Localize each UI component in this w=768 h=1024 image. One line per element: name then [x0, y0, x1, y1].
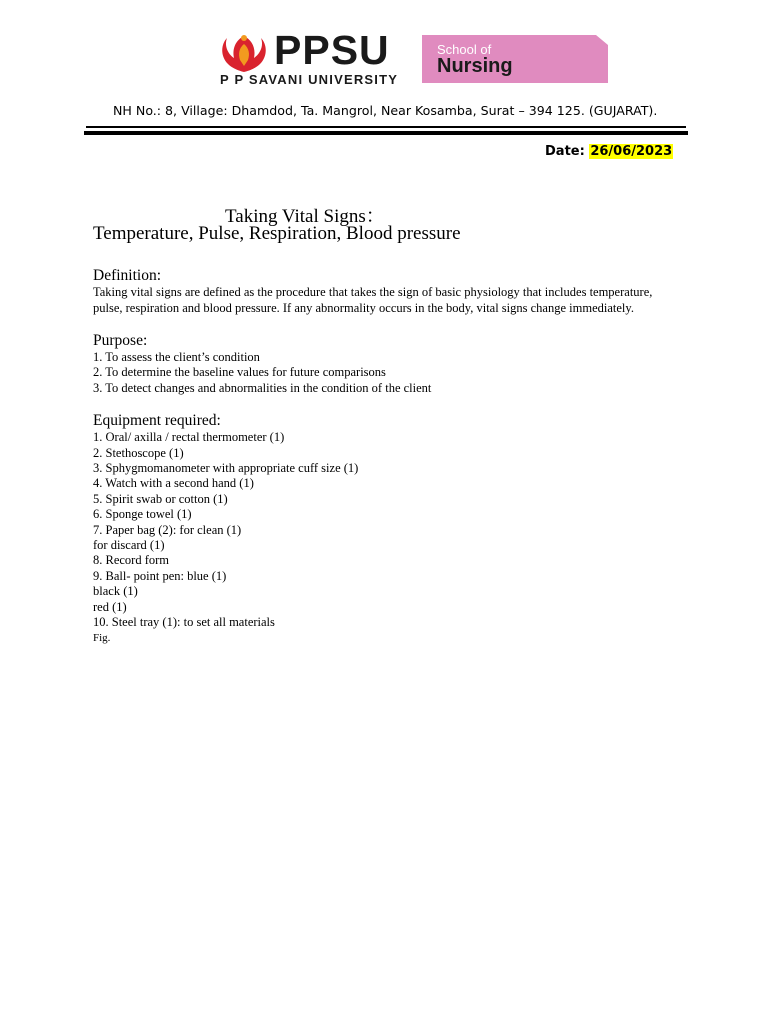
- equipment-item: 10. Steel tray (1): to set all materials: [93, 615, 275, 630]
- equipment-item: 2. Stethoscope (1): [93, 445, 184, 460]
- equipment-item: 4. Watch with a second hand (1): [93, 476, 254, 491]
- purpose-item: 3. To detect changes and abnormalities in the condition of the client: [93, 380, 432, 395]
- equipment-item: black (1): [93, 584, 138, 599]
- equipment-item: 9. Ball- point pen: blue (1): [93, 568, 227, 583]
- ppsu-emblem-icon: [218, 30, 270, 74]
- ppsu-logo-text: PPSU: [274, 27, 390, 73]
- date-label: Date:: [545, 144, 590, 159]
- university-address: NH No.: 8, Village: Dhamdod, Ta. Mangrol, Near Kosamba, Surat – 394 125. (GUJARAT).: [113, 103, 658, 118]
- document-date: [545, 144, 673, 159]
- equipment-item: 6. Sponge towel (1): [93, 507, 192, 522]
- equipment-item: 5. Spirit swab or cotton (1): [93, 491, 228, 506]
- definition-text: Taking vital signs are defined as the procedure that takes the sign of basic physiology that includes temperature, pulse, respiration and blood pressure. If any abnormality occurs in the body, vital signs change immediately.: [93, 285, 653, 315]
- nursing-label: Nursing: [437, 55, 513, 77]
- definition-heading: Definition:: [93, 267, 162, 284]
- school-of-label: School of: [437, 42, 492, 57]
- equipment-item: 1. Oral/ axilla / rectal thermometer (1): [93, 430, 285, 445]
- equipment-item: 3. Sphygmomanometer with appropriate cuff size (1): [93, 461, 359, 476]
- document-body: [93, 267, 683, 646]
- header-divider-thick: [84, 131, 688, 135]
- equipment-item: red (1): [93, 599, 127, 614]
- figure-label: Fig.: [93, 631, 111, 644]
- equipment-item: for discard (1): [93, 538, 165, 553]
- university-name: P P SAVANI UNIVERSITY: [220, 72, 399, 87]
- purpose-heading: Purpose:: [93, 332, 148, 349]
- header-divider-thin: [86, 126, 686, 128]
- document-subtitle: Temperature, Pulse, Respiration, Blood pressure: [93, 223, 461, 244]
- document-title: Taking Vital Signs：: [225, 206, 385, 227]
- purpose-item: 1. To assess the client’s condition: [93, 350, 260, 364]
- purpose-item: 2. To determine the baseline values for future comparisons: [93, 365, 386, 380]
- equipment-item: 7. Paper bag (2): for clean (1): [93, 522, 242, 537]
- date-value: 26/06/2023: [590, 144, 673, 159]
- equipment-heading: Equipment required:: [93, 412, 221, 430]
- equipment-item: 8. Record form: [93, 553, 170, 568]
